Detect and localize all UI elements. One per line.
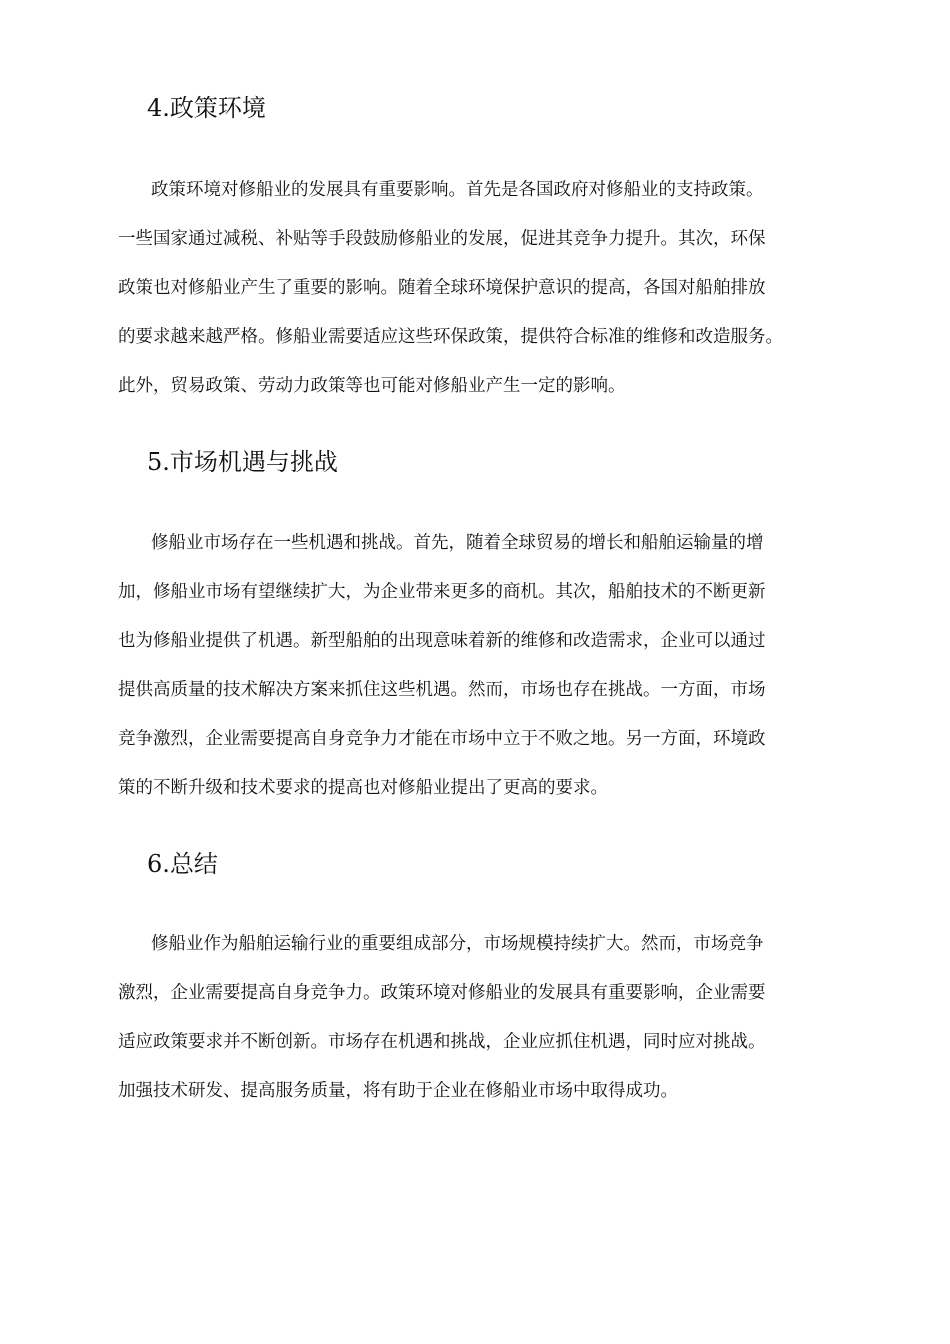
paragraph-line: 此外，贸易政策、劳动力政策等也可能对修船业产生一定的影响。 <box>118 376 626 396</box>
section-heading-policy: 4.政策环境 <box>147 94 266 122</box>
paragraph-line: 政策环境对修船业的发展具有重要影响。首先是各国政府对修船业的支持政策。 <box>151 180 764 200</box>
paragraph-summary <box>118 933 848 1129</box>
paragraph-line: 竞争激烈，企业需要提高自身竞争力才能在市场中立于不败之地。另一方面，环境政 <box>118 729 766 749</box>
paragraph-opportunities <box>118 532 848 826</box>
paragraph-line: 加，修船业市场有望继续扩大，为企业带来更多的商机。其次，船舶技术的不断更新 <box>118 582 766 602</box>
paragraph-line: 加强技术研发、提高服务质量，将有助于企业在修船业市场中取得成功。 <box>118 1081 678 1101</box>
paragraph-line: 提供高质量的技术解决方案来抓住这些机遇。然而，市场也存在挑战。一方面，市场 <box>118 680 766 700</box>
paragraph-line: 的要求越来越严格。修船业需要适应这些环保政策，提供符合标准的维修和改造服务。 <box>118 327 783 347</box>
paragraph-line: 策的不断升级和技术要求的提高也对修船业提出了更高的要求。 <box>118 778 608 798</box>
paragraph-line: 适应政策要求并不断创新。市场存在机遇和挑战，企业应抓住机遇，同时应对挑战。 <box>118 1032 766 1052</box>
paragraph-line: 修船业作为船舶运输行业的重要组成部分，市场规模持续扩大。然而，市场竞争 <box>151 934 764 954</box>
paragraph-line: 也为修船业提供了机遇。新型船舶的出现意味着新的维修和改造需求，企业可以通过 <box>118 631 766 651</box>
paragraph-line: 激烈，企业需要提高自身竞争力。政策环境对修船业的发展具有重要影响，企业需要 <box>118 983 766 1003</box>
paragraph-line: 一些国家通过减税、补贴等手段鼓励修船业的发展，促进其竞争力提升。其次，环保 <box>118 229 766 249</box>
section-heading-opportunities: 5.市场机遇与挑战 <box>147 448 338 476</box>
paragraph-policy <box>118 179 848 424</box>
paragraph-line: 修船业市场存在一些机遇和挑战。首先，随着全球贸易的增长和船舶运输量的增 <box>151 533 764 553</box>
paragraph-line: 政策也对修船业产生了重要的影响。随着全球环境保护意识的提高，各国对船舶排放 <box>118 278 766 298</box>
section-heading-summary: 6.总结 <box>147 850 218 878</box>
